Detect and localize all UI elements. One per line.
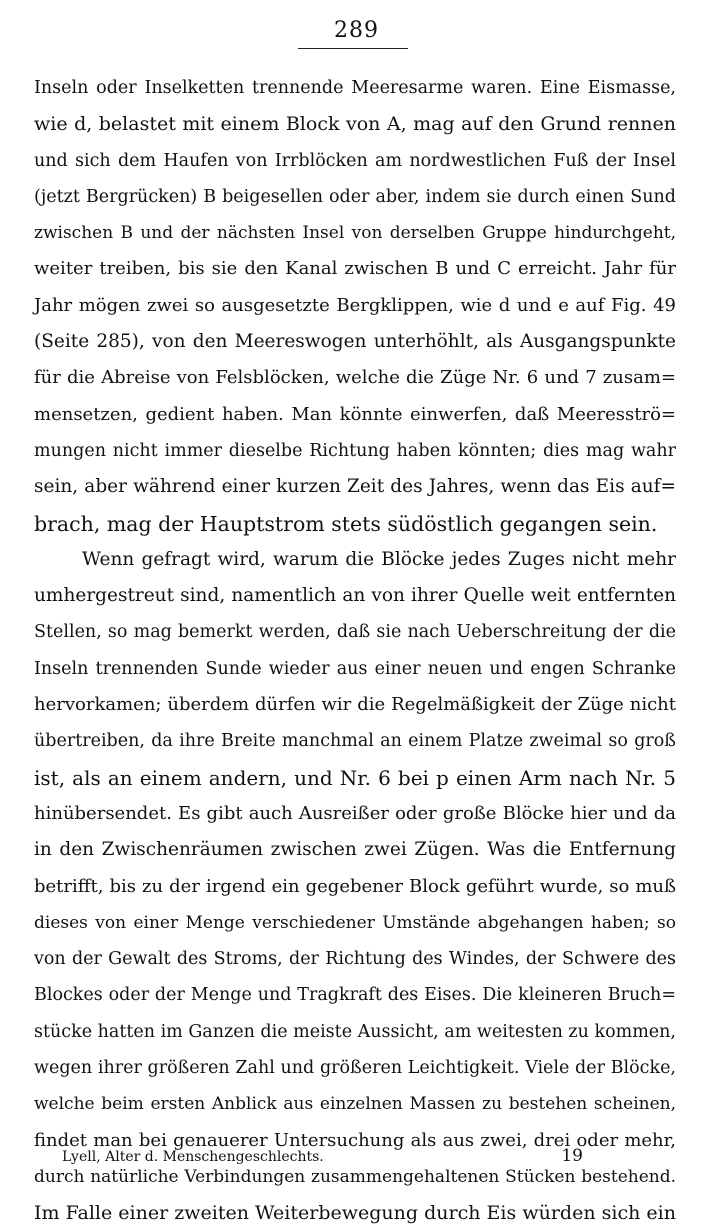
text-line: Inseln oder Inselketten trennende Meeresarme waren. Eine Eismasse, (34, 78, 676, 98)
text-line: (jetzt Bergrücken) B beigesellen oder aber, indem sie durch einen Sund (34, 186, 676, 207)
text-line: zwischen B und der nächsten Insel von derselben Gruppe hindurchgeht, (34, 223, 676, 244)
text-line: in den Zwischenräumen zwischen zwei Zügen. Was die Entfernung (34, 839, 676, 861)
header-rule (298, 48, 408, 49)
text-line: mungen nicht immer dieselbe Richtung haben könnten; dies mag wahr (34, 440, 676, 461)
text-line: durch natürliche Verbindungen zusammengehaltenen Stücken bestehend. (34, 1166, 676, 1187)
text-line: betrifft, bis zu der irgend ein gegebener Block geführt wurde, so muß (34, 875, 676, 897)
text-line: brach, mag der Hauptstrom stets südöstlich gegangen sein. (34, 511, 658, 536)
signature-mark: 19 (561, 1146, 583, 1166)
text-line: hinübersendet. Es gibt auch Ausreißer oder große Blöcke hier und da (34, 802, 676, 824)
page-number: 289 (334, 18, 379, 43)
text-line: wegen ihrer größeren Zahl und größeren Leichtigkeit. Viele der Blöcke, (34, 1058, 676, 1079)
text-line: dieses von einer Menge verschiedener Umstände abgehangen haben; so (34, 912, 676, 933)
text-line: und sich dem Haufen von Irrblöcken am nordwestlichen Fuß der Insel (34, 150, 676, 171)
text-line: (Seite 285), von den Meereswogen unterhöhlt, als Ausgangspunkte (34, 331, 676, 353)
text-line: mensetzen, gedient haben. Man könnte einwerfen, daß Meeresströ= (34, 403, 676, 425)
text-line: Wenn gefragt wird, warum die Blöcke jedes Zuges nicht mehr (82, 548, 676, 570)
text-line: weiter treiben, bis sie den Kanal zwischen B und C erreicht. Jahr für (34, 258, 676, 280)
text-line: sein, aber während einer kurzen Zeit des Jahres, wenn das Eis auf= (34, 476, 676, 498)
text-line: übertreiben, da ihre Breite manchmal an einem Platze zweimal so groß (34, 731, 676, 752)
text-line: Jahr mögen zwei so ausgesetzte Bergklippen, wie d und e auf Fig. 49 (34, 294, 676, 316)
running-title: Lyell, Alter d. Menschengeschlechts. (62, 1149, 324, 1165)
text-line: findet man bei genauerer Untersuchung als aus zwei, drei oder mehr, (34, 1129, 676, 1151)
text-line: umhergestreut sind, namentlich an von ihrer Quelle weit entfernten (34, 585, 676, 607)
text-line: von der Gewalt des Stroms, der Richtung des Windes, der Schwere des (34, 949, 676, 970)
text-line: welche beim ersten Anblick aus einzelnen Massen zu bestehen scheinen, (34, 1094, 676, 1115)
text-line: stücke hatten im Ganzen die meiste Aussicht, am weitesten zu kommen, (34, 1021, 676, 1042)
text-line: wie d, belastet mit einem Block von A, mag auf den Grund rennen (34, 113, 676, 136)
text-line: hervorkamen; überdem dürfen wir die Regelmäßigkeit der Züge nicht (34, 694, 676, 716)
text-line: Im Falle einer zweiten Weiterbewegung durch Eis würden sich ein (34, 1202, 676, 1225)
page-footer (62, 1146, 583, 1166)
body-text (34, 70, 676, 1232)
text-line: ist, als an einem andern, und Nr. 6 bei p einen Arm nach Nr. 5 (34, 765, 676, 790)
text-line: für die Abreise von Felsblöcken, welche die Züge Nr. 6 und 7 zusam= (34, 367, 676, 389)
text-line: Stellen, so mag bemerkt werden, daß sie nach Ueberschreitung der die (34, 622, 676, 643)
text-line: Inseln trennenden Sunde wieder aus einer neuen und engen Schranke (34, 658, 676, 679)
text-line: Blockes oder der Menge und Tragkraft des Eises. Die kleineren Bruch= (34, 985, 676, 1006)
